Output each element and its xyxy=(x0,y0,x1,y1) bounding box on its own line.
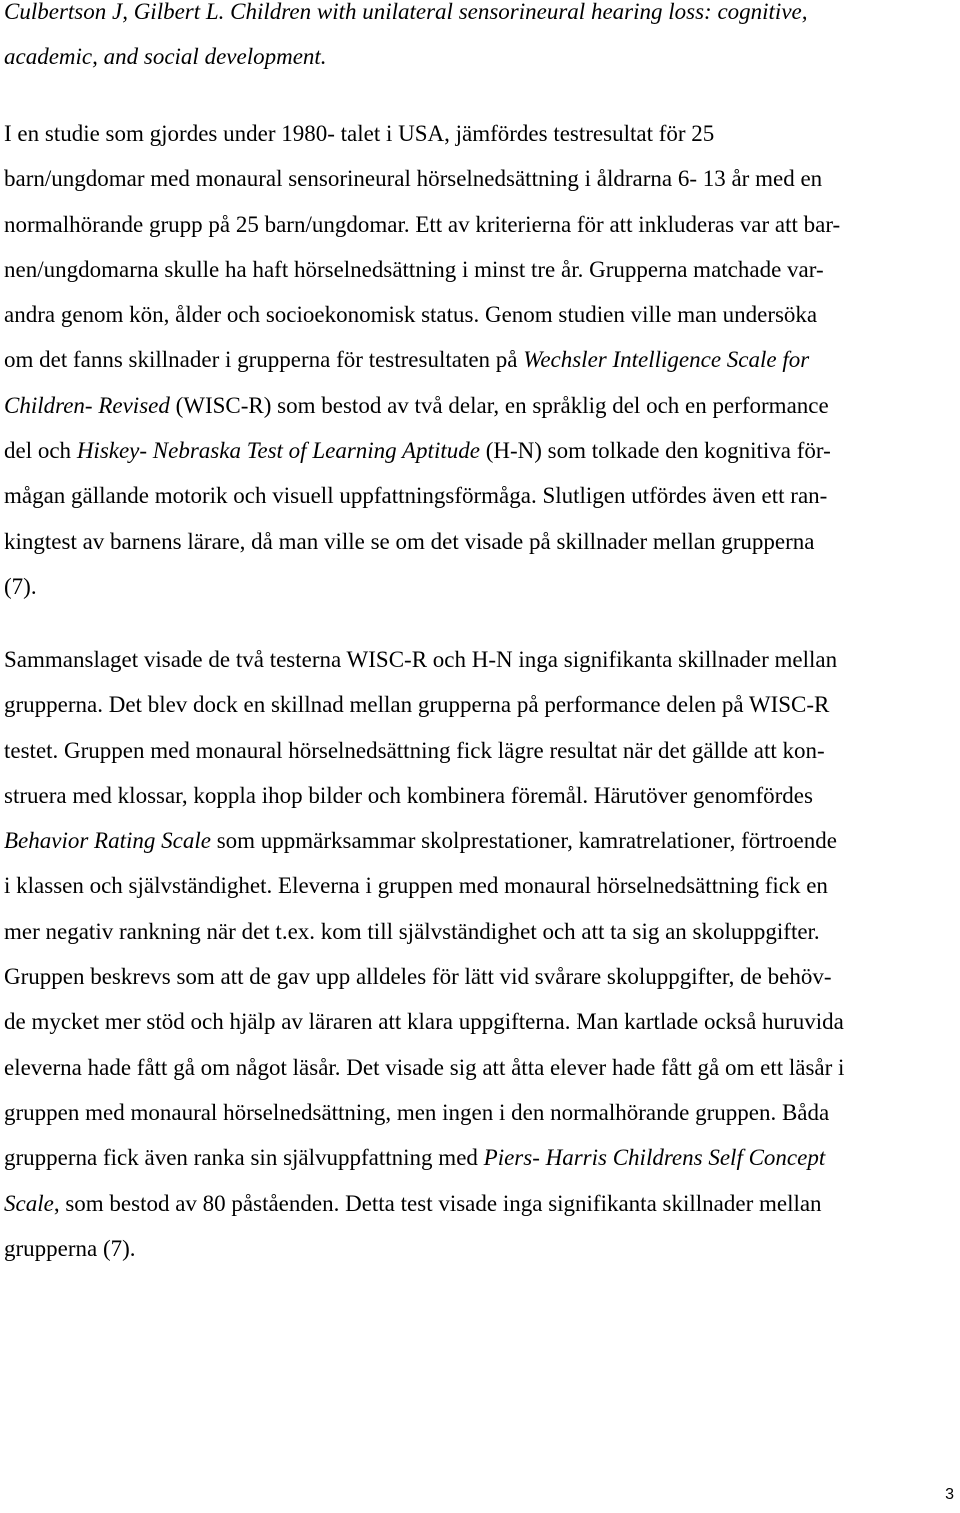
test-name: Children- Revised xyxy=(4,392,170,418)
reference-line: academic, and social development. xyxy=(4,44,327,70)
text-span: (H-N) som tolkade den kognitiva för- xyxy=(479,438,831,464)
test-name: Hiskey- Nebraska Test of Learning Aptitude xyxy=(76,438,480,464)
text-span: om det fanns skillnader i grupperna för testresultaten på xyxy=(4,347,524,373)
page-number: 3 xyxy=(945,1486,954,1503)
text-line: (7). xyxy=(4,573,37,599)
paragraph-study-description xyxy=(4,111,840,609)
text-line: grupperna. Det blev dock en skillnad mellan grupperna på performance delen på WISC-R xyxy=(4,692,830,718)
text-line: mer negativ rankning när det t.ex. kom till självständighet och att ta sig an skoluppgifter. xyxy=(4,918,820,944)
paragraph-results xyxy=(4,637,844,1271)
test-name: Piers- Harris Childrens Self Concept xyxy=(483,1145,826,1171)
text-line: andra genom kön, ålder och socioekonomisk status. Genom studien ville man undersöka xyxy=(4,302,818,328)
text-line: barn/ungdomar med monaural sensorineural hörselnedsättning i åldrarna 6- 13 år med en xyxy=(4,166,823,192)
text-line: grupperna (7). xyxy=(4,1235,136,1261)
text-line xyxy=(4,1135,844,1180)
text-line xyxy=(4,337,840,382)
text-line: de mycket mer stöd och hjälp av läraren att klara uppgifterna. Man kartlade också huruvida xyxy=(4,1009,844,1035)
test-name: Behavior Rating Scale xyxy=(4,828,211,854)
text-span: som uppmärksammar skolprestationer, kamratrelationer, förtroende xyxy=(210,828,837,854)
text-line: Sammanslaget visade de två testerna WISC-R och H-N inga signifikanta skillnader mellan xyxy=(4,647,838,672)
text-line: normalhörande grupp på 25 barn/ungdomar. Ett av kriterierna för att inkluderas var att bar- xyxy=(4,211,841,237)
text-line: I en studie som gjordes under 1980- talet i USA, jämfördes testresultat för 25 xyxy=(4,121,715,146)
text-span: grupperna fick även ranka sin självuppfattning med xyxy=(4,1145,484,1171)
text-line: testet. Gruppen med monaural hörselnedsättning fick lägre resultat när det gällde att kon- xyxy=(4,737,825,763)
test-name: Scale xyxy=(4,1190,54,1216)
reference-line: Culbertson J, Gilbert L. Children with unilateral sensorineural hearing loss: cognitive, xyxy=(4,0,808,24)
text-span: , som bestod av 80 påståenden. Detta test visade inga signifikanta skillnader mellan xyxy=(53,1190,822,1216)
text-line: Gruppen beskrevs som att de gav upp alldeles för lätt vid svårare skoluppgifter, de behöv- xyxy=(4,964,832,990)
text-line: eleverna hade fått gå om något läsår. Det visade sig att åtta elever hade fått gå om ett läsår i xyxy=(4,1054,845,1080)
text-line: i klassen och självständighet. Eleverna i gruppen med monaural hörselnedsättning fick en xyxy=(4,873,828,899)
text-line xyxy=(4,1181,844,1226)
test-name: Wechsler Intelligence Scale for xyxy=(523,347,810,373)
text-line: mågan gällande motorik och visuell uppfattningsförmåga. Slutligen utfördes även ett ran- xyxy=(4,483,828,509)
text-line xyxy=(4,428,840,473)
text-span: (WISC-R) som bestod av två delar, en språklig del och en performance xyxy=(169,392,829,418)
text-line xyxy=(4,383,840,428)
reference-heading xyxy=(4,0,807,80)
text-line xyxy=(4,818,844,863)
text-line: gruppen med monaural hörselnedsättning, men ingen i den normalhörande gruppen. Båda xyxy=(4,1099,830,1125)
text-line: nen/ungdomarna skulle ha haft hörselnedsättning i minst tre år. Grupperna matchade var- xyxy=(4,256,824,282)
text-line: struera med klossar, koppla ihop bilder och kombinera föremål. Härutöver genomfördes xyxy=(4,782,813,808)
text-line: kingtest av barnens lärare, då man ville se om det visade på skillnader mellan grupperna xyxy=(4,528,815,554)
text-span: del och xyxy=(4,438,77,464)
